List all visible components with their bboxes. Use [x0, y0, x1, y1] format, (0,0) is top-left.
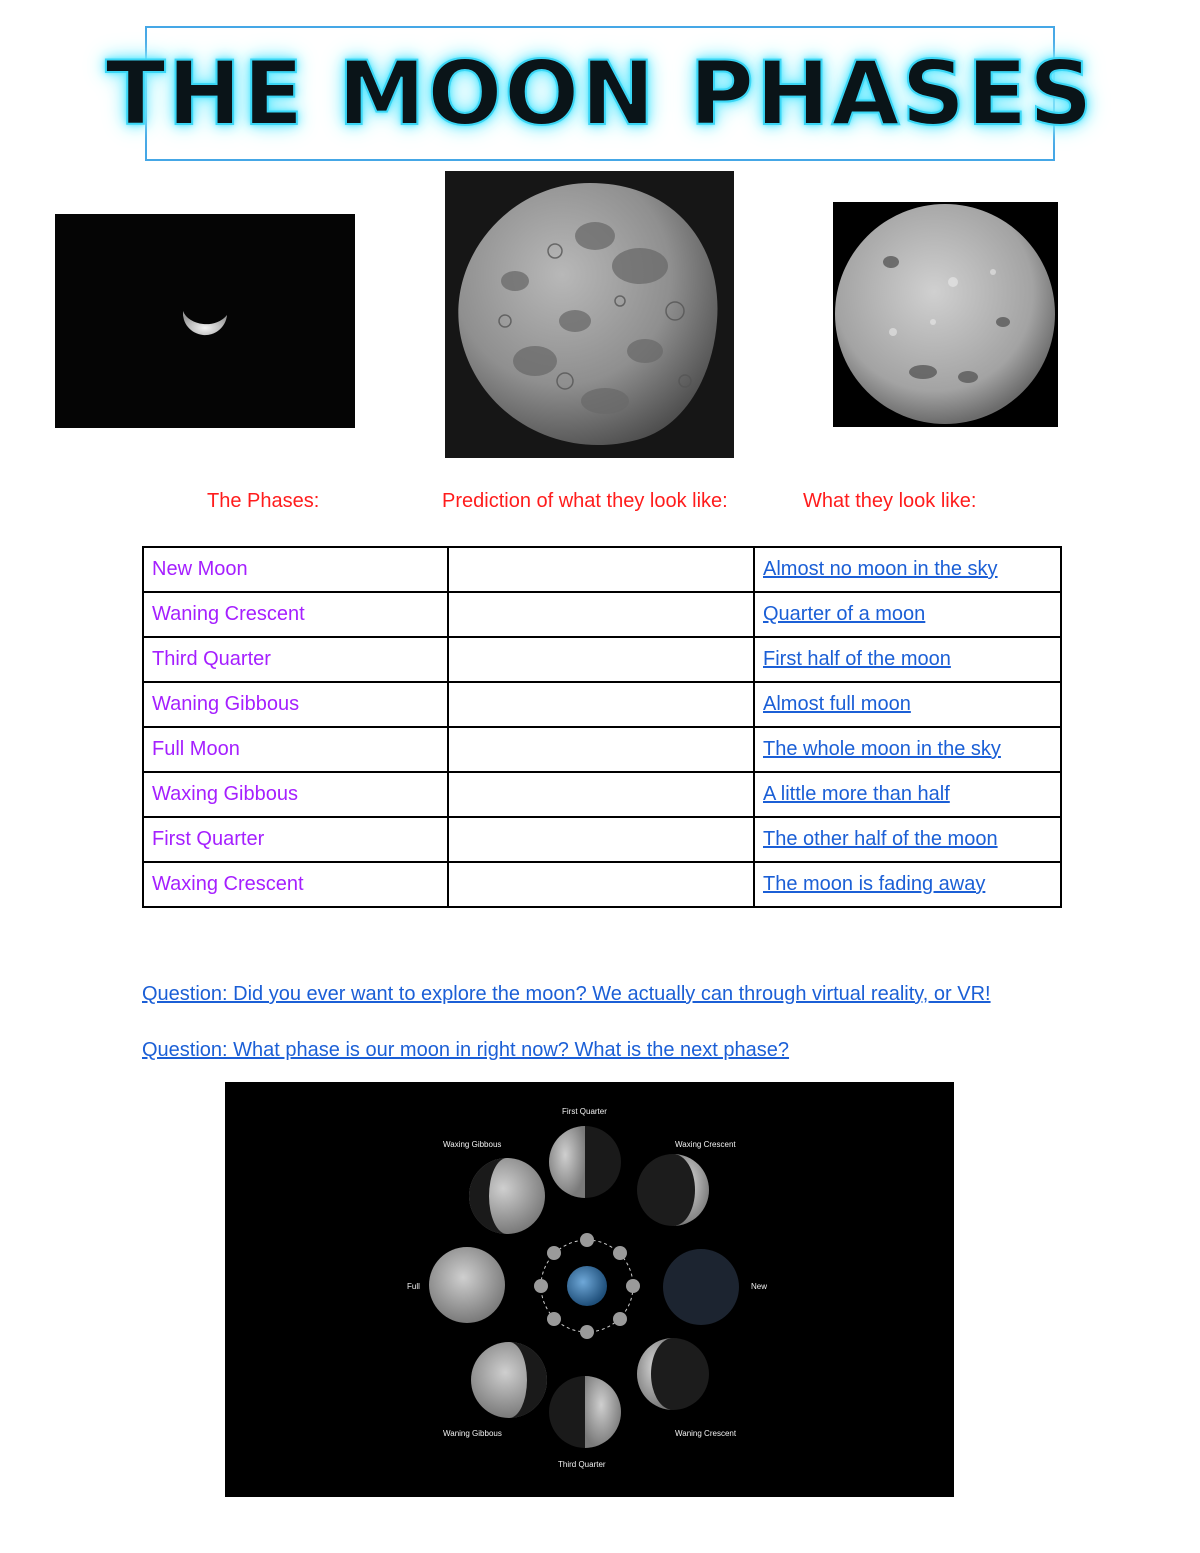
header-actual: What they look like:: [803, 490, 977, 512]
table-row: [143, 817, 1061, 862]
phase-cell: First Quarter: [143, 817, 448, 862]
header-phases: The Phases:: [207, 490, 320, 512]
look-link[interactable]: A little more than half: [763, 783, 950, 805]
label-waning-crescent: Waning Crescent: [675, 1429, 737, 1438]
full-moon: [429, 1247, 505, 1323]
lunar-phase-diagram: [225, 1082, 954, 1497]
table-row: [143, 547, 1061, 592]
look-link[interactable]: The moon is fading away: [763, 873, 986, 895]
table-row: [143, 727, 1061, 772]
label-third-quarter: Third Quarter: [558, 1460, 606, 1469]
prediction-cell[interactable]: [448, 817, 754, 862]
waxing-gibbous-top-moon: [469, 1158, 545, 1234]
waning-gibbous-moon: [471, 1342, 547, 1418]
earth-orbit: [534, 1233, 640, 1339]
table-row: [143, 772, 1061, 817]
waxing-crescent-top-moon: [637, 1154, 709, 1226]
question-vr-link[interactable]: Question: Did you ever want to explore the moon? We actually can through virtual reality, or VR!: [142, 983, 991, 1005]
first-quarter-moon: [549, 1126, 621, 1198]
look-cell: [754, 772, 1061, 817]
page-title: THE MOON PHASES: [105, 42, 1095, 145]
look-link[interactable]: Almost full moon: [763, 693, 911, 715]
crescent-moon-photo: [55, 214, 355, 428]
look-link[interactable]: First half of the moon: [763, 648, 951, 670]
question-current-phase-link[interactable]: Question: What phase is our moon in right now? What is the next phase?: [142, 1039, 790, 1061]
phase-cell: New Moon: [143, 547, 448, 592]
title-banner: [105, 26, 1095, 161]
third-quarter-moon: [549, 1376, 621, 1448]
phase-cell: Third Quarter: [143, 637, 448, 682]
phase-cell: Waxing Gibbous: [143, 772, 448, 817]
look-cell: [754, 592, 1061, 637]
table-row: [143, 592, 1061, 637]
prediction-cell[interactable]: [448, 592, 754, 637]
label-first-quarter: First Quarter: [562, 1107, 607, 1116]
prediction-cell[interactable]: [448, 637, 754, 682]
look-cell: [754, 817, 1061, 862]
phase-cell: Waxing Crescent: [143, 862, 448, 907]
phase-cell: Waning Crescent: [143, 592, 448, 637]
look-cell: [754, 862, 1061, 907]
look-cell: [754, 682, 1061, 727]
phase-cell: Full Moon: [143, 727, 448, 772]
label-new: New: [751, 1282, 768, 1291]
new-moon: [663, 1249, 739, 1325]
label-full: Full: [407, 1282, 420, 1291]
prediction-cell[interactable]: [448, 682, 754, 727]
prediction-cell[interactable]: [448, 772, 754, 817]
look-link[interactable]: The other half of the moon: [763, 828, 998, 850]
moon-phases-table: [142, 546, 1062, 908]
table-row: [143, 682, 1061, 727]
look-link[interactable]: The whole moon in the sky: [763, 738, 1001, 760]
table-row: [143, 862, 1061, 907]
table-row: [143, 637, 1061, 682]
look-cell: [754, 727, 1061, 772]
label-waxing-crescent-top: Waxing Crescent: [675, 1140, 736, 1149]
gibbous-moon-photo: [445, 171, 734, 458]
look-cell: [754, 637, 1061, 682]
look-cell: [754, 547, 1061, 592]
label-waning-gibbous: Waning Gibbous: [443, 1429, 502, 1438]
prediction-cell[interactable]: [448, 727, 754, 772]
prediction-cell[interactable]: [448, 547, 754, 592]
look-link[interactable]: Quarter of a moon: [763, 603, 926, 625]
header-prediction: Prediction of what they look like:: [442, 490, 728, 512]
phase-cell: Waning Gibbous: [143, 682, 448, 727]
label-waxing-gibbous-top: Waxing Gibbous: [443, 1140, 502, 1149]
waning-crescent-moon: [637, 1338, 709, 1410]
full-moon-photo: [833, 202, 1058, 427]
prediction-cell[interactable]: [448, 862, 754, 907]
look-link[interactable]: Almost no moon in the sky: [763, 558, 998, 580]
